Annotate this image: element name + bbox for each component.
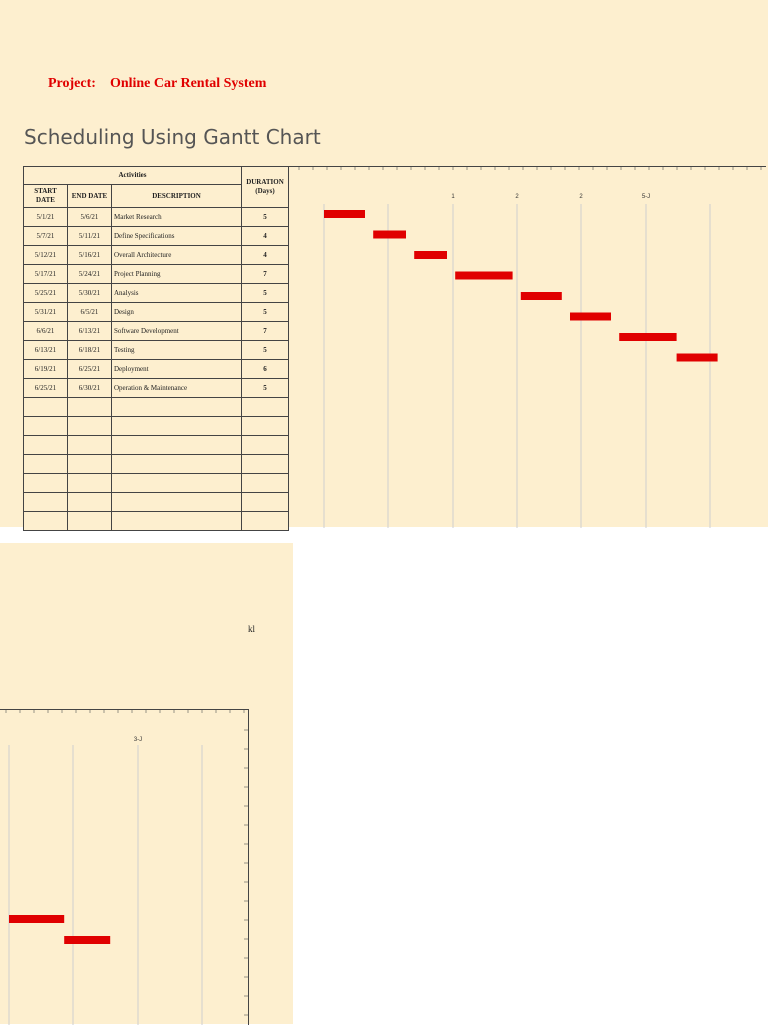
end-date-cell [68,436,112,455]
duration-cell: 5 [242,208,289,227]
start-date-cell [24,436,68,455]
start-date-cell: 5/17/21 [24,265,68,284]
table-row [24,417,289,436]
end-date-cell: 5/11/21 [68,227,112,246]
table-row [24,360,289,379]
duration-cell: 4 [242,246,289,265]
end-date-cell: 6/13/21 [68,322,112,341]
start-date-cell [24,417,68,436]
project-label: Project: [48,76,96,91]
gantt-bar [64,936,110,944]
start-date-cell: 5/12/21 [24,246,68,265]
table-row [24,474,289,493]
gantt-chart-top [288,166,766,528]
duration-cell [242,474,289,493]
start-date-cell [24,512,68,531]
start-date-cell: 5/31/21 [24,303,68,322]
description-cell: Define Specifications [112,227,242,246]
end-date-cell: 6/30/21 [68,379,112,398]
end-date-cell [68,493,112,512]
end-date-header: END DATE [68,185,112,208]
duration-cell: 7 [242,265,289,284]
table-row [24,341,289,360]
tick-label: 2 [579,194,583,200]
duration-cell: 7 [242,322,289,341]
end-date-cell [68,398,112,417]
gantt-bar [619,333,676,341]
description-cell [112,493,242,512]
description-cell: Overall Architecture [112,246,242,265]
end-date-cell: 5/6/21 [68,208,112,227]
description-cell [112,436,242,455]
description-cell: Project Planning [112,265,242,284]
end-date-cell [68,417,112,436]
description-cell: Testing [112,341,242,360]
tick-label: 5-J [641,194,651,200]
duration-cell: 5 [242,379,289,398]
end-date-cell: 5/30/21 [68,284,112,303]
table-row [24,455,289,474]
project-line [48,76,266,92]
gantt-bar [9,915,64,923]
tick-label: 1 [451,194,455,200]
gantt-bar [521,292,562,300]
start-date-cell: 5/1/21 [24,208,68,227]
description-cell [112,512,242,531]
schedule-rows [24,208,289,531]
description-cell: Market Research [112,208,242,227]
tick-label: 3-J [133,737,143,743]
duration-cell [242,398,289,417]
start-date-cell: 5/25/21 [24,284,68,303]
duration-cell: 5 [242,284,289,303]
table-row [24,493,289,512]
description-cell [112,455,242,474]
duration-cell [242,512,289,531]
start-date-cell: 6/6/21 [24,322,68,341]
description-cell [112,398,242,417]
description-header: DESCRIPTION [112,185,242,208]
table-row [24,284,289,303]
description-cell: Design [112,303,242,322]
duration-cell [242,455,289,474]
activities-title: Activities [24,167,242,185]
description-cell: Deployment [112,360,242,379]
start-date-cell [24,398,68,417]
gantt-bar [677,354,718,362]
description-cell: Operation & Maintenance [112,379,242,398]
start-date-cell [24,455,68,474]
start-date-cell: 6/19/21 [24,360,68,379]
gantt-chart-bottom [0,709,249,1025]
end-date-cell: 6/18/21 [68,341,112,360]
page-title: Scheduling Using Gantt Chart [24,125,321,149]
gantt-bar [373,231,406,239]
end-date-cell [68,455,112,474]
table-row [24,322,289,341]
project-name: Online Car Rental System [109,76,267,91]
duration-cell: 5 [242,303,289,322]
start-date-cell [24,474,68,493]
table-row [24,208,289,227]
end-date-cell [68,512,112,531]
end-date-cell: 5/24/21 [68,265,112,284]
table-row [24,398,289,417]
table-row [24,227,289,246]
end-date-cell: 6/5/21 [68,303,112,322]
table-row [24,246,289,265]
tick-label: 2 [515,194,519,200]
duration-header: DURATION (Days) [242,167,289,208]
gantt-bar [414,251,447,259]
start-date-cell [24,493,68,512]
duration-cell: 5 [242,341,289,360]
end-date-cell: 6/25/21 [68,360,112,379]
duration-cell: 6 [242,360,289,379]
duration-cell [242,436,289,455]
start-date-header: START DATE [24,185,68,208]
end-date-cell: 5/16/21 [68,246,112,265]
gantt-bar [570,313,611,321]
start-date-cell: 6/25/21 [24,379,68,398]
table-row [24,303,289,322]
stray-label: kl [248,624,256,634]
gantt-bar [455,272,512,280]
schedule-table [23,166,289,531]
duration-cell [242,417,289,436]
end-date-cell [68,474,112,493]
duration-cell [242,493,289,512]
duration-cell: 4 [242,227,289,246]
description-cell [112,474,242,493]
description-cell [112,417,242,436]
table-row [24,436,289,455]
description-cell: Software Development [112,322,242,341]
table-row [24,265,289,284]
start-date-cell: 5/7/21 [24,227,68,246]
start-date-cell: 6/13/21 [24,341,68,360]
table-row [24,379,289,398]
gantt-chart-top-svg [289,167,766,528]
description-cell: Analysis [112,284,242,303]
gantt-bar [324,210,365,218]
gantt-chart-bottom-svg [0,710,248,1025]
table-row [24,512,289,531]
